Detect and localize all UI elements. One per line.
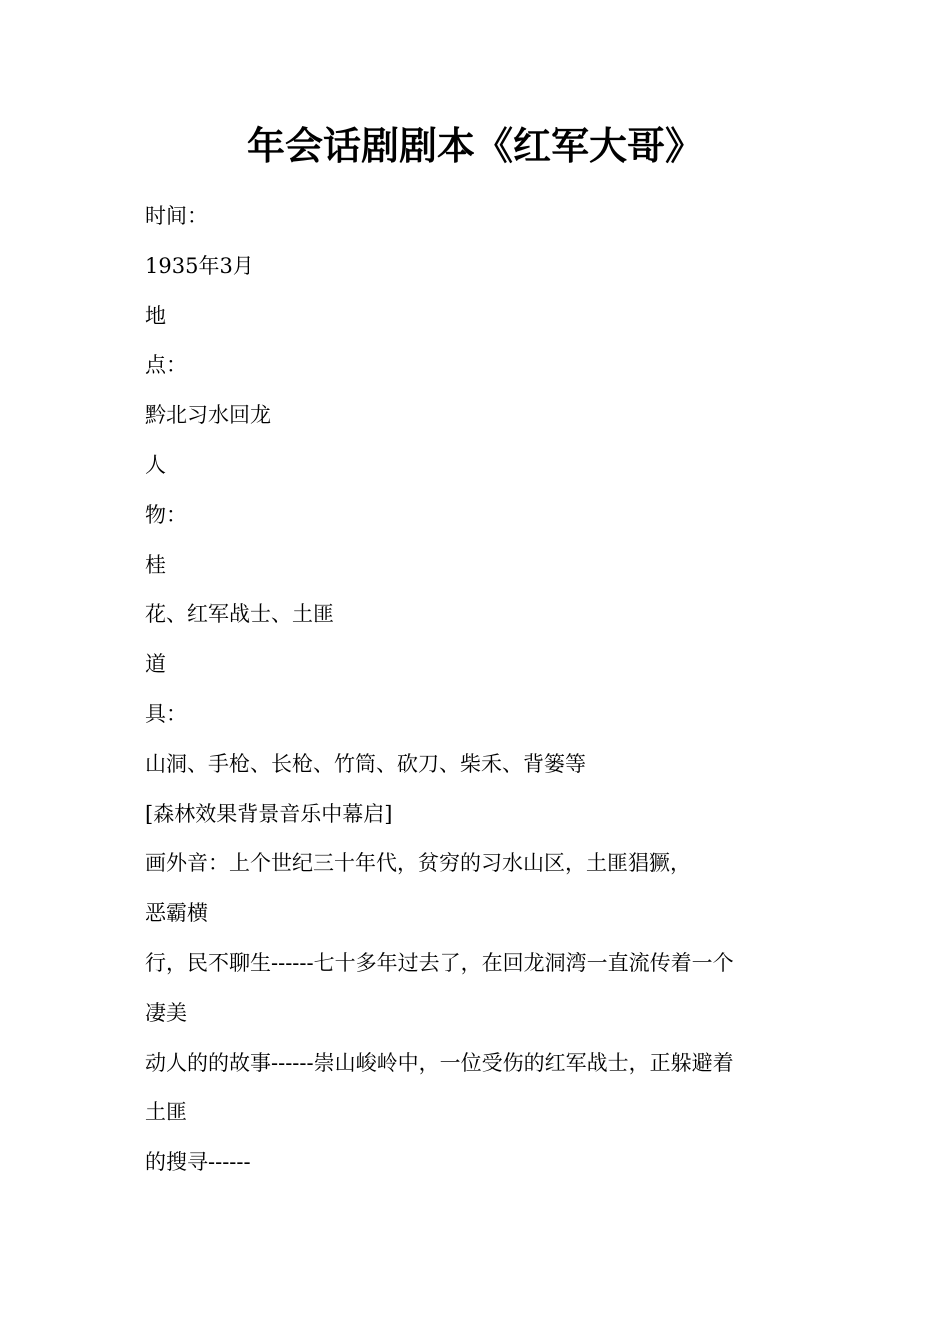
script-body [145,196,825,1192]
text-line: 花、红军战士、土匪 [145,602,334,627]
text-line: 行，民不聊生------七十多年过去了，在回龙洞湾一直流传着一个 [145,950,734,975]
text-line: 恶霸横 [145,901,208,926]
text-line: 土匪 [145,1100,187,1125]
document-title: 年会话剧剧本《红军大哥》 [246,123,703,168]
text-line: 时间： [145,204,208,228]
text-line: 画外音：上个世纪三十年代，贫穷的习水山区，土匪猖獗， [145,851,691,876]
text-line: 人 [145,452,166,477]
text-line: 山洞、手枪、长枪、竹筒、砍刀、柴禾、背篓等 [145,751,586,776]
text-line: 物： [145,502,187,527]
text-line: 桂 [145,552,166,577]
text-line: 的搜寻------ [145,1150,251,1175]
text-line: [森林效果背景音乐中幕启] [145,801,393,826]
text-line: 1935年3月 [145,253,254,278]
text-line: 地 [145,303,166,328]
text-line: 黔北习水回龙 [145,403,271,428]
text-line: 具： [145,701,187,726]
text-line: 动人的的故事------崇山峻岭中，一位受伤的红军战士，正躲避着 [145,1050,734,1075]
text-line: 点： [145,353,187,378]
text-line: 道 [145,652,166,677]
text-line: 凄美 [145,1000,187,1025]
